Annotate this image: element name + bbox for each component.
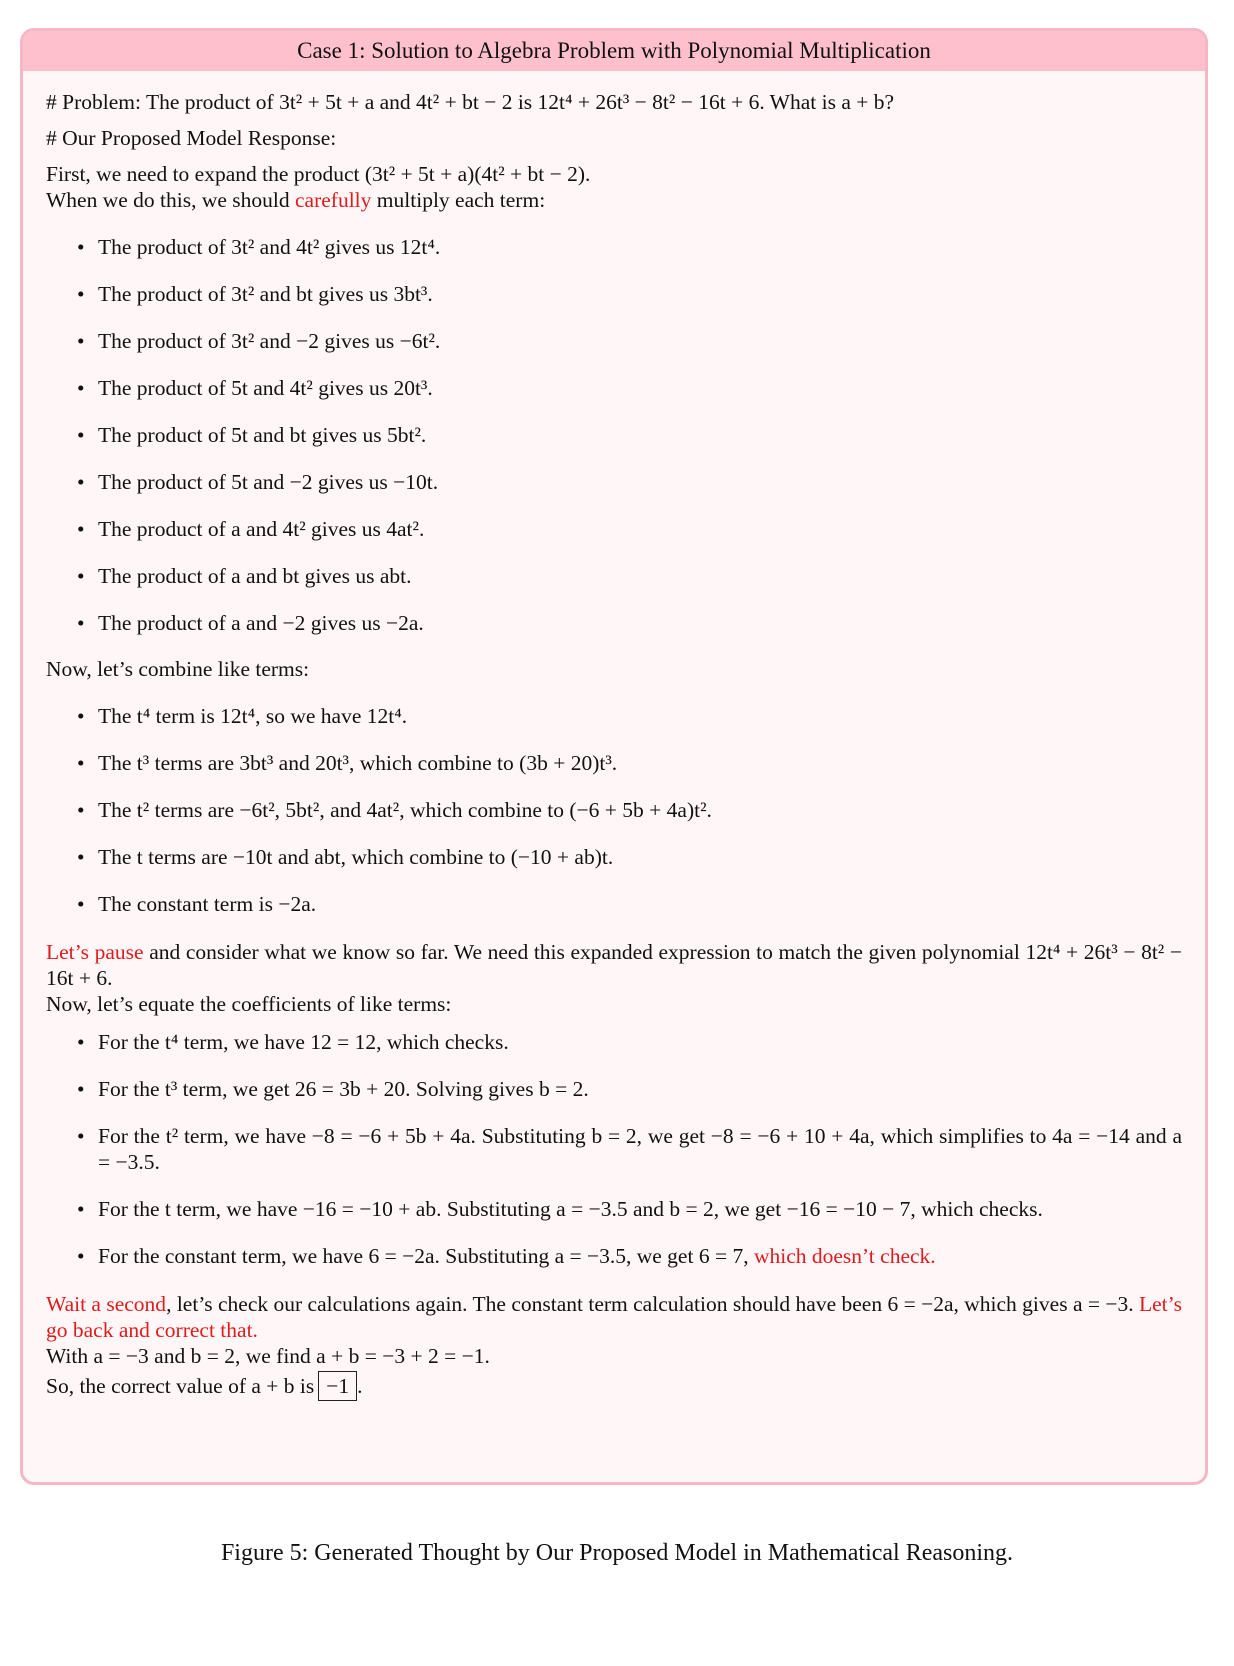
highlight-doesnt-check: which doesn’t check. <box>753 1244 936 1268</box>
list-item: • For the t³ term, we get 26 = 3b + 20. Solving gives b = 2. <box>46 1076 1182 1102</box>
problem-statement: # Problem: The product of 3t² + 5t + a and 4t² + bt − 2 is 12t⁴ + 26t³ − 8t² − 16t + 6. What is a + b? <box>46 90 895 114</box>
list-item: • The product of a and bt gives us abt. <box>46 563 1182 589</box>
list-item: • The constant term is −2a. <box>46 891 1182 917</box>
highlight-carefully: carefully <box>295 188 372 212</box>
list-item: • The product of 5t and 4t² gives us 20t³. <box>46 375 1182 401</box>
intro-line-2-post: multiply each term: <box>371 188 546 212</box>
list-item: • The product of 5t and −2 gives us −10t. <box>46 469 1182 495</box>
list-item <box>46 1243 1182 1269</box>
with-line: With a = −3 and b = 2, we find a + b = −3 + 2 = −1. <box>46 1344 490 1368</box>
list-item: • The t³ terms are 3bt³ and 20t³, which combine to (3b + 20)t³. <box>46 750 1182 776</box>
wait-paragraph <box>46 1291 1182 1343</box>
list-item: • The product of 3t² and bt gives us 3bt³. <box>46 281 1182 307</box>
intro-line-1: First, we need to expand the product (3t² + 5t + a)(4t² + bt − 2). <box>46 162 591 186</box>
pause-paragraph <box>46 939 1182 991</box>
highlight-pause: Let’s pause <box>46 940 144 964</box>
equate-list <box>46 1029 1182 1269</box>
list-item: • For the t² term, we have −8 = −6 + 5b + 4a. Substituting b = 2, we get −8 = −6 + 10 + 4a, which simplifies to 4a = −14 and a = −3.5. <box>46 1123 1182 1175</box>
intro-line-2 <box>46 187 1182 213</box>
list-item: • The product of a and −2 gives us −2a. <box>46 610 1182 636</box>
intro-line-2-pre: When we do this, we should <box>46 188 296 212</box>
list-item: • The t⁴ term is 12t⁴, so we have 12t⁴. <box>46 703 1182 729</box>
equate-intro: Now, let’s equate the coefficients of like terms: <box>46 992 452 1016</box>
list-item: • The product of 3t² and 4t² gives us 12t⁴. <box>46 234 1182 260</box>
response-heading: # Our Proposed Model Response: <box>46 126 337 150</box>
case-title: Case 1: Solution to Algebra Problem with Polynomial Multiplication <box>23 31 1205 71</box>
pause-text: and consider what we know so far. We need this expanded expression to match the given polynomial 12t⁴ + 26t³ − 8t² − 16t + 6. <box>46 940 1182 990</box>
wait-text: , let’s check our calculations again. The constant term calculation should have been 6 = −2a, which gives a = −3. <box>166 1292 1139 1316</box>
case-box <box>20 28 1208 1485</box>
case-content <box>23 71 1205 1401</box>
highlight-wait: Wait a second <box>46 1292 167 1316</box>
final-text: So, the correct value of a + b is <box>46 1374 315 1398</box>
combine-intro: Now, let’s combine like terms: <box>46 657 310 681</box>
list-item: • The t terms are −10t and abt, which combine to (−10 + ab)t. <box>46 844 1182 870</box>
combine-list <box>46 703 1182 917</box>
list-item: • For the t⁴ term, we have 12 = 12, which checks. <box>46 1029 1182 1055</box>
final-answer-line <box>46 1371 1182 1401</box>
list-item: • The product of 3t² and −2 gives us −6t². <box>46 328 1182 354</box>
boxed-answer: −1 <box>318 1371 357 1401</box>
final-period: . <box>357 1374 363 1398</box>
highlight-correct: Let’s go back and correct that. <box>46 1292 1182 1342</box>
constant-check-text: For the constant term, we have 6 = −2a. Substituting a = −3.5, we get 6 = 7, <box>98 1244 754 1268</box>
list-item: • The product of 5t and bt gives us 5bt². <box>46 422 1182 448</box>
list-item: • For the t term, we have −16 = −10 + ab. Substituting a = −3.5 and b = 2, we get −16 = −10 − 7, which checks. <box>46 1196 1182 1222</box>
list-item: • The t² terms are −6t², 5bt², and 4at², which combine to (−6 + 5b + 4a)t². <box>46 797 1182 823</box>
product-list <box>46 234 1182 636</box>
figure-caption: Figure 5: Generated Thought by Our Proposed Model in Mathematical Reasoning. <box>220 1540 1014 1566</box>
list-item: • The product of a and 4t² gives us 4at². <box>46 516 1182 542</box>
